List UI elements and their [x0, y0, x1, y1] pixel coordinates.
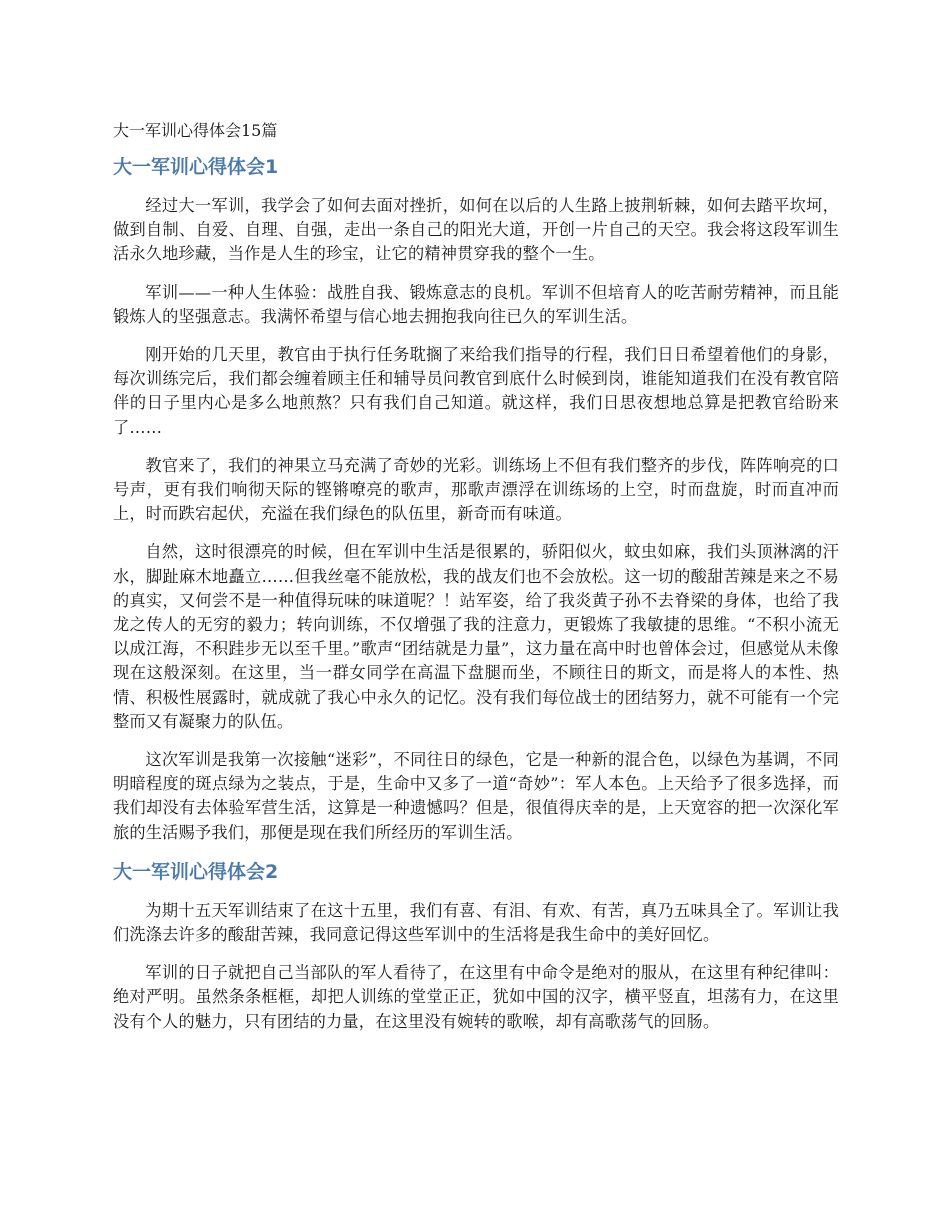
document-page	[113, 118, 839, 1048]
document-title: 大一军训心得体会15篇	[113, 121, 278, 140]
paragraph: 经过大一军训，我学会了如何去面对挫折，如何在以后的人生路上披荆斩棘，如何去踏平坎坷，做到自制、自爱、自理、自强，走出一条自己的阳光大道，开创一片自己的天空。我会将这段军训生活永久地珍藏，当作是人生的珍宝，让它的精神贯穿我的整个一生。	[113, 196, 839, 264]
paragraph: 自然，这时很漂亮的时候，但在军训中生活是很累的，骄阳似火，蚊虫如麻，我们头顶淋漓的汗水，脚趾麻木地矗立……但我丝毫不能放松，我的战友们也不会放松。这一切的酸甜苦辣是来之不易的真实，又何尝不是一种值得玩味的味道呢？！站军姿，给了我炎黄子孙不去脊梁的身体，也给了我龙之传人的无穷的毅力；转向训练，不仅增强了我的注意力，更锻炼了我敏捷的思维。“不积小流无以成江海，不积跬步无以至千里。”歌声“团结就是力量”，这力量在高中时也曾体会过，但感觉从未像现在这般深刻。在这里，当一群女同学在高温下盘腿而坐，不顾往日的斯文，而是将人的本性、热情、积极性展露时，就成就了我心中永久的记忆。没有我们每位战士的团结努力，就不可能有一个完整而又有凝聚力的队伍。	[113, 542, 839, 731]
paragraph: 这次军训是我第一次接触“迷彩”，不同往日的绿色，它是一种新的混合色，以绿色为基调，不同明暗程度的斑点绿为之装点，于是，生命中又多了一道“奇妙”：军人本色。上天给予了很多选择，而我们却没有去体验军营生活，这算是一种遗憾吗？但是，很值得庆幸的是，上天宽容的把一次深化军旅的生活赐予我们，那便是现在我们所经历的军训生活。	[113, 750, 839, 842]
section-2	[113, 859, 839, 1034]
section-heading: 大一军训心得体会2	[113, 860, 279, 883]
paragraph: 教官来了，我们的神果立马充满了奇妙的光彩。训练场上不但有我们整齐的步伐，阵阵响亮的口号声，更有我们响彻天际的铿锵嘹亮的歌声，那歌声漂浮在训练场的上空，时而盘旋，时而直冲而上，时而跌宕起伏，充溢在我们绿色的队伍里，新奇而有味道。	[113, 455, 839, 524]
paragraph: 军训——一种人生体验：战胜自我、锻炼意志的良机。军训不但培育人的吃苦耐劳精神，而且能锻炼人的坚强意志。我满怀希望与信心地去拥抱我向往已久的军训生活。	[113, 282, 839, 326]
paragraph: 刚开始的几天里，教官由于执行任务耽搁了来给我们指导的行程，我们日日希望着他们的身影，每次训练完后，我们都会缠着顾主任和辅导员问教官到底什么时候到岗，谁能知道我们在没有教官陪伴的日子里内心是多么地煎熬？只有我们自己知道。就这样，我们日思夜想地总算是把教官给盼来了……	[113, 345, 839, 437]
paragraph: 为期十五天军训结束了在这十五里，我们有喜、有泪、有欢、有苦，真乃五味具全了。军训让我们洗涤去许多的酸甜苦辣，我同意记得这些军训中的生活将是我生命中的美好回忆。	[113, 900, 839, 945]
section-heading: 大一军训心得体会1	[113, 156, 279, 178]
paragraph: 军训的日子就把自己当部队的军人看待了，在这里有中命令是绝对的服从，在这里有种纪律叫：绝对严明。虽然条条框框，却把人训练的堂堂正正，犹如中国的汉字，横平竖直，坦荡有力，在这里没有个人的魅力，只有团结的力量，在这里没有婉转的歌喉，却有高歌荡气的回肠。	[113, 963, 839, 1031]
section-1	[113, 154, 839, 845]
